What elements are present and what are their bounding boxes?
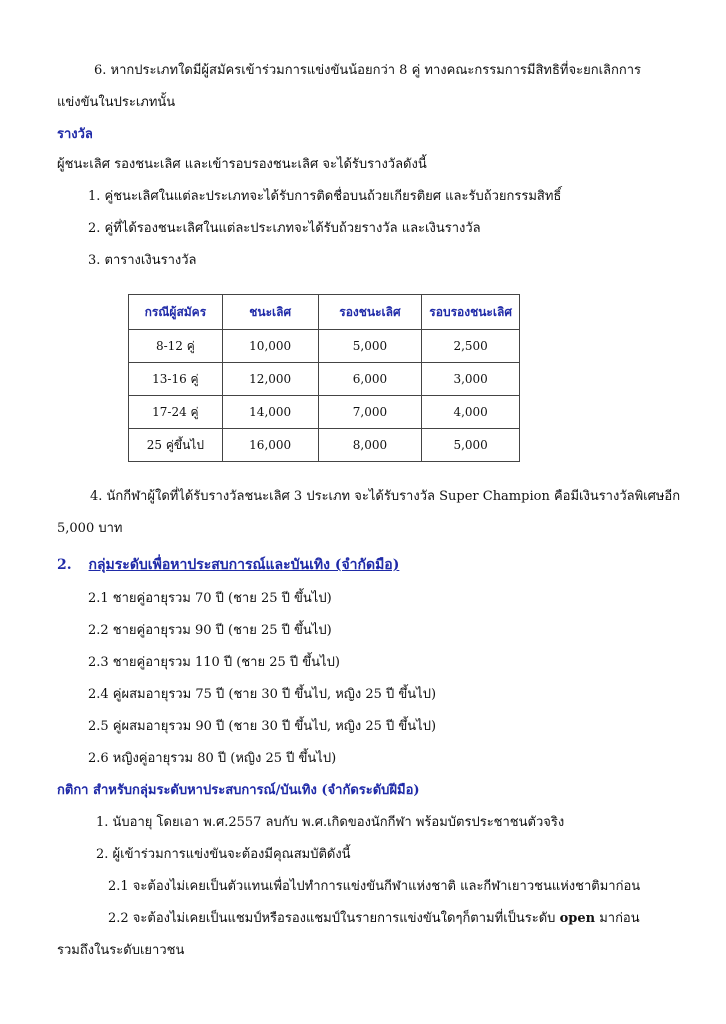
- rule-sub-item-1: 2.1 จะต้องไม่เคยเป็นตัวแทนเพื่อไปทำการแข่งขันกีฬาแห่งชาติ และกีฬาเยาวชนแห่งชาติมาก่อน: [108, 879, 641, 894]
- table-cell: 4,000: [422, 396, 520, 429]
- table-row: [129, 396, 520, 429]
- rule-item-2: 2. ผู้เข้าร่วมการแข่งขันจะต้องมีคุณสมบัติดังนี้: [96, 847, 351, 862]
- division-item: 2.6 หญิงคู่อายุรวม 80 ปี (หญิง 25 ปี ขึ้นไป): [88, 751, 337, 766]
- division-item: 2.2 ชายคู่อายุรวม 90 ปี (ชาย 25 ปี ขึ้นไป): [88, 623, 332, 638]
- section-2-heading: [57, 556, 399, 574]
- prize-money-table: [128, 294, 520, 462]
- table-row: [129, 429, 520, 462]
- table-cell: 2,500: [422, 330, 520, 363]
- table-cell: 6,000: [318, 363, 422, 396]
- table-cell: 5,000: [318, 330, 422, 363]
- column-header: กรณีผู้สมัคร: [129, 295, 223, 330]
- award-item-4-line-1: 4. นักกีฬาผู้ใดที่ได้รับรางวัลชนะเลิศ 3 ประเภท จะได้รับรางวัล Super Champion คือมีเงินรางวัลพิเศษอีก: [90, 489, 681, 504]
- rules-heading: กติกา สำหรับกลุ่มระดับหาประสบการณ์/บันเทิง (จำกัดระดับฝีมือ): [57, 783, 420, 798]
- division-item: 2.3 ชายคู่อายุรวม 110 ปี (ชาย 25 ปี ขึ้นไป): [88, 655, 340, 670]
- rule-sub-item-2-tail: มาก่อน: [595, 911, 640, 926]
- awards-heading: รางวัล: [57, 127, 93, 142]
- table-row: [129, 363, 520, 396]
- award-item-2: 2. คู่ที่ได้รองชนะเลิศในแต่ละประเภทจะได้รับถ้วยรางวัล และเงินรางวัล: [88, 221, 481, 236]
- table-cell: 7,000: [318, 396, 422, 429]
- rule-sub-item-2-line-2: รวมถึงในระดับเยาวชน: [57, 943, 185, 958]
- table-cell: 8-12 คู่: [129, 330, 223, 363]
- table-cell: 3,000: [422, 363, 520, 396]
- table-cell: 8,000: [318, 429, 422, 462]
- table-cell: 16,000: [222, 429, 318, 462]
- section-2-title: กลุ่มระดับเพื่อหาประสบการณ์และบันเทิง (จำกัดมือ): [88, 557, 400, 573]
- division-item: 2.4 คู่ผสมอายุรวม 75 ปี (ชาย 30 ปี ขึ้นไป, หญิง 25 ปี ขึ้นไป): [88, 687, 437, 702]
- rule-sub-item-2-text: 2.2 จะต้องไม่เคยเป็นแชมป์หรือรองแชมป์ในรายการแข่งขันใดๆก็ตามที่เป็นระดับ: [108, 911, 560, 926]
- table-cell: 13-16 คู่: [129, 363, 223, 396]
- section-2-number: 2.: [57, 557, 72, 573]
- table-cell: 5,000: [422, 429, 520, 462]
- table-cell: 25 คู่ขึ้นไป: [129, 429, 223, 462]
- division-item: 2.5 คู่ผสมอายุรวม 90 ปี (ชาย 30 ปี ขึ้นไป, หญิง 25 ปี ขึ้นไป): [88, 719, 437, 734]
- column-header: รอบรองชนะเลิศ: [422, 295, 520, 330]
- table-cell: 17-24 คู่: [129, 396, 223, 429]
- rule-6-line-2: แข่งขันในประเภทนั้น: [57, 95, 176, 110]
- open-level-label: open: [559, 911, 596, 926]
- rule-item-1: 1. นับอายุ โดยเอา พ.ศ.2557 ลบกับ พ.ศ.เกิดของนักกีฬา พร้อมบัตรประชาชนตัวจริง: [96, 815, 565, 830]
- rule-6-line-1: 6. หากประเภทใดมีผู้สมัครเข้าร่วมการแข่งขันน้อยกว่า 8 คู่ ทางคณะกรรมการมีสิทธิที่จะยกเลิกการ: [94, 63, 642, 78]
- awards-intro: ผู้ชนะเลิศ รองชนะเลิศ และเข้ารอบรองชนะเลิศ จะได้รับรางวัลดังนี้: [57, 157, 427, 172]
- rule-sub-item-2: [108, 910, 640, 928]
- award-item-4-line-2: 5,000 บาท: [57, 521, 123, 536]
- table-header-row: [129, 295, 520, 330]
- award-item-1: 1. คู่ชนะเลิศในแต่ละประเภทจะได้รับการติดชื่อบนถ้วยเกียรติยศ และรับถ้วยกรรมสิทธิ์: [88, 189, 562, 204]
- award-item-3: 3. ตารางเงินรางวัล: [88, 253, 197, 268]
- division-item: 2.1 ชายคู่อายุรวม 70 ปี (ชาย 25 ปี ขึ้นไป): [88, 591, 332, 606]
- table-cell: 12,000: [222, 363, 318, 396]
- column-header: รองชนะเลิศ: [318, 295, 422, 330]
- table-cell: 10,000: [222, 330, 318, 363]
- table-cell: 14,000: [222, 396, 318, 429]
- table-row: [129, 330, 520, 363]
- column-header: ชนะเลิศ: [222, 295, 318, 330]
